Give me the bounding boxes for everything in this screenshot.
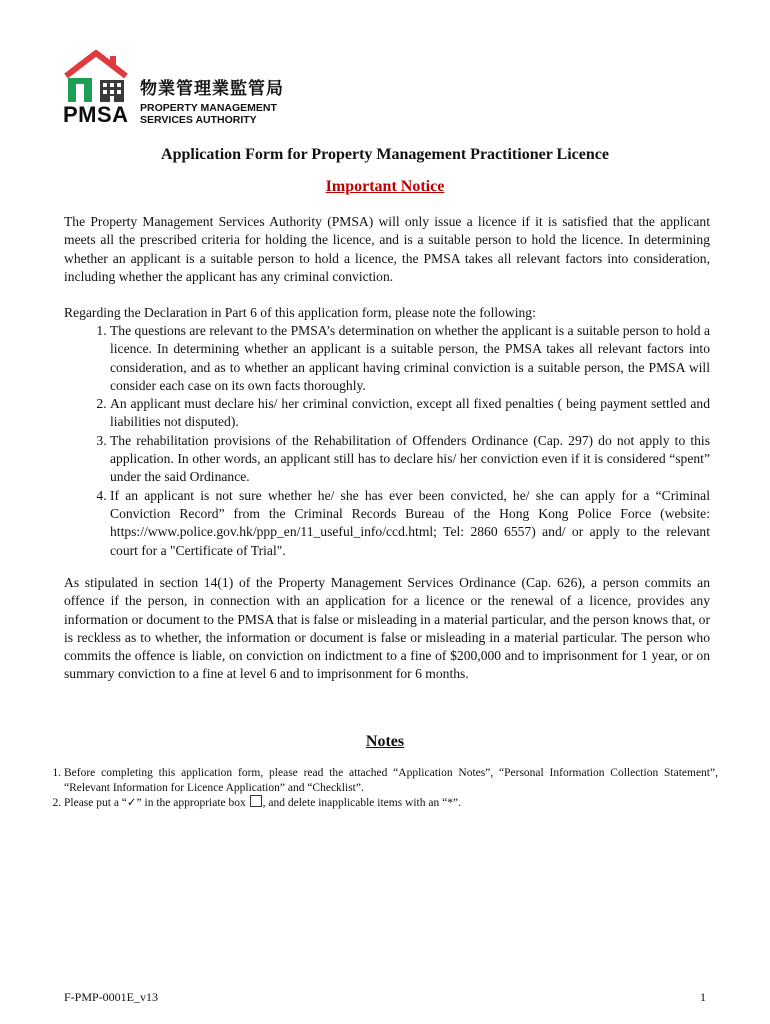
logo-english-name	[140, 102, 277, 126]
notes-heading: Notes	[365, 733, 405, 750]
notes-list	[36, 766, 718, 811]
list-item: 1. Before completing this application form, please read the attached “Application Notes”, “Personal Information Collection Statement”, “Relevant Information for Licence Application” and “Checklist”.	[64, 766, 718, 795]
note-text-after: , and delete inapplicable items with an “*”.	[262, 797, 461, 809]
note-text-before: Please put a “✓” in the appropriate box	[64, 797, 246, 809]
important-notice-heading: Important Notice	[325, 178, 445, 195]
building-logo-icon	[62, 50, 134, 104]
page-number: 1	[700, 990, 706, 1004]
logo-chinese-name: 物業管理業監管局	[140, 79, 284, 99]
form-code: F-PMP-0001E_v13	[64, 990, 159, 1004]
intro-paragraph: The Property Management Services Authority (PMSA) will only issue a licence if it is satisfied that the applicant meets all the prescribed criteria for holding the licence, and is a suitable person to hold the licence. In determining whether an applicant is a suitable person to hold a licence, the PMSA takes all relevant factors into consideration, including whether the applicant has any criminal conviction.	[64, 214, 710, 284]
form-title: Application Form for Property Management Practitioner Licence	[161, 146, 609, 163]
list-item: 2. An applicant must declare his/ her criminal conviction, except all fixed penalties ( being payment settled and liabilities not disputed).	[110, 395, 710, 432]
pmsa-logo	[62, 50, 302, 130]
list-item: 1. The questions are relevant to the PMSA’s determination on whether the applicant is a suitable person to hold a licence. In determining whether an applicant is a suitable person, the PMSA takes all relevant factors into consideration, and as to whether an applicant having criminal conviction is a suitable person, the PMSA will consider each case on its own facts thoroughly.	[110, 322, 710, 395]
list-item: 4. If an applicant is not sure whether he/ she has ever been convicted, he/ she can apply for a “Criminal Conviction Record” from the Criminal Records Bureau of the Hong Kong Police Force (website: https://www.police.gov.hk/ppp_en/11_useful_info/ccd.html; Tel: 2860 6557) and/ or apply to the relevant court for a "Certificate of Trial".	[110, 487, 710, 560]
logo-english-line1: PROPERTY MANAGEMENT	[140, 102, 277, 114]
offence-paragraph: As stipulated in section 14(1) of the Property Management Services Ordinance (Cap. 626), a person commits an offence if the person, in connection with an application for a licence or the renewal of a licence, provides any information or document to the PMSA that is false or misleading in a material particular, and the person knows that, or is reckless as to whether, the information or document is false or misleading in a material particular. The person who commits the offence is liable, on conviction on indictment to a fine of $200,000 and to imprisonment for 1 year, or on summary conviction to a fine at level 6 and to imprisonment for 6 months.	[64, 575, 710, 682]
declaration-list	[64, 322, 710, 560]
declaration-intro: Regarding the Declaration in Part 6 of this application form, please note the following:	[64, 305, 536, 320]
logo-acronym: PMSA	[63, 102, 129, 127]
list-item	[64, 795, 718, 811]
list-item: 3. The rehabilitation provisions of the Rehabilitation of Offenders Ordinance (Cap. 297) do not apply to this application. In other words, an applicant still has to declare his/ her conviction even if it is considered “spent” under the said Ordinance.	[110, 432, 710, 487]
checkbox-sample-icon	[250, 795, 262, 807]
logo-english-line2: SERVICES AUTHORITY	[140, 114, 257, 126]
